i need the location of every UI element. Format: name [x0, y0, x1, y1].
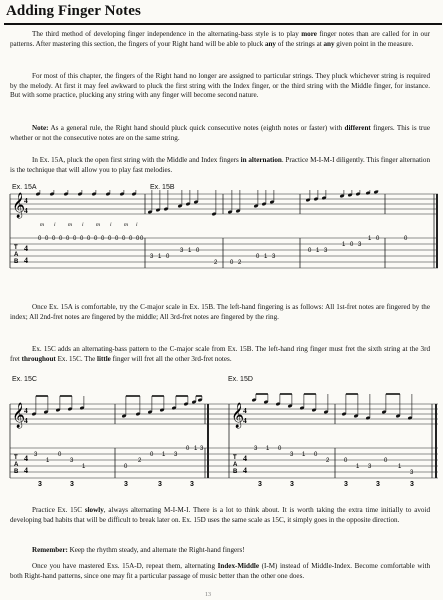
tab-number: 0: [350, 242, 354, 248]
tab-number: 0: [150, 452, 154, 458]
tab-number: 0: [278, 446, 282, 452]
bass-tab-number: 3: [376, 481, 380, 488]
tab-number: 3: [150, 254, 154, 260]
text-run: Practice Ex. 15C: [32, 506, 85, 514]
text-run-bold: little: [97, 354, 111, 363]
music-system-15c-15d: [0, 390, 443, 508]
tab-letter: B: [14, 469, 19, 475]
tab-number: 1: [264, 254, 268, 260]
tab-number: 3: [200, 446, 204, 452]
tab-number: 1: [368, 236, 372, 242]
finger-mark: i: [136, 222, 138, 228]
tab-letter: A: [14, 252, 19, 258]
time-signature-top: 4: [24, 196, 28, 205]
tab-number: 3: [290, 452, 294, 458]
paragraph-mastered: [10, 562, 430, 581]
paragraph-practice: [10, 506, 430, 525]
tab-number: 0: [52, 236, 56, 242]
finger-mark: m: [96, 222, 100, 228]
text-run: As a general rule, the Right hand should pluck quick consecutive notes (eighth notes or faster) with: [48, 124, 345, 132]
tab-number: 1: [302, 452, 306, 458]
tab-letter: T: [14, 455, 18, 461]
bass-tab-number: 3: [290, 481, 294, 488]
staff-lines: [10, 194, 438, 214]
barlines: [10, 194, 437, 268]
text-run: In Ex. 15A, pluck the open first string with the Middle and Index fingers: [32, 156, 241, 164]
time-signature-top: 4: [243, 406, 247, 415]
barlines: [10, 404, 436, 478]
paragraph-right-hand: For most of this chapter, the fingers of the Right hand no longer are assigned to particular strings. They pluck whichever string is required by the melody. At first it may feel awkward to pluck the first string with the Index finger, or the third string with the Middle finger, for instance. But with some practice, plucking any string with any finger will become second nature.: [10, 72, 430, 100]
tab-number: 0: [115, 236, 119, 242]
tab-number: 1: [158, 254, 162, 260]
text-run-bold: Index-Middle: [217, 562, 260, 570]
example-label-15a: Ex. 15A: [12, 184, 37, 191]
tab-number: 1: [188, 248, 192, 254]
tab-time-top: 4: [24, 244, 28, 253]
tab-number: 0: [108, 236, 112, 242]
page-title: Adding Finger Notes: [6, 3, 141, 19]
tab-letter: B: [233, 469, 238, 475]
treble-clef-icon: 𝄞: [12, 403, 26, 428]
example-label-15b: Ex. 15B: [150, 184, 175, 191]
time-signature-bottom: 4: [24, 206, 28, 215]
tab-number: 0: [140, 236, 144, 242]
text-run-bold: Remember:: [32, 546, 68, 554]
tab-number: 0: [186, 446, 190, 452]
tab-lines: [10, 238, 438, 268]
text-run-bold: in alternation: [240, 156, 282, 164]
bass-tab-number: 3: [158, 481, 162, 488]
bass-tab-number: 3: [38, 481, 42, 488]
tab-number: 3: [410, 470, 414, 476]
tab-number: 0: [58, 452, 62, 458]
tab-number: 3: [180, 248, 184, 254]
tab-number: 0: [308, 248, 312, 254]
tab-number: 0: [45, 236, 49, 242]
tab-number: 3: [254, 446, 258, 452]
bass-tab-number: 3: [190, 481, 194, 488]
tab-number: 0: [124, 464, 128, 470]
notes-15a: [36, 190, 137, 196]
tab-number: 1: [162, 452, 166, 458]
bass-numbers-15d: [258, 481, 414, 488]
paragraph-remember: [10, 546, 430, 556]
tab-letter: A: [14, 462, 19, 468]
tab-number: 2: [138, 458, 142, 464]
tab-number: 0: [101, 236, 105, 242]
example-label-15c: Ex. 15C: [12, 376, 37, 383]
fingering-15a: [40, 222, 138, 228]
tab-number: 0: [38, 236, 42, 242]
tab-number: 0: [256, 254, 260, 260]
text-run-bold: throughout: [21, 354, 56, 363]
tab-number: 3: [70, 458, 74, 464]
text-run: Keep the rhythm steady, and alternate the Right-hand fingers!: [67, 546, 245, 554]
time-signature-top: 4: [24, 406, 28, 415]
tab-number: 0: [136, 236, 140, 242]
text-run: finger will fret all the other 3rd-fret notes.: [110, 354, 232, 363]
time-signature-bottom: 4: [243, 416, 247, 425]
tab-number: 1: [356, 464, 360, 470]
tab-numbers-15b: [150, 236, 408, 266]
finger-mark: m: [68, 222, 72, 228]
tab-number: 3: [368, 464, 372, 470]
bass-tab-number: 3: [70, 481, 74, 488]
text-run: fingers. This is true whether or not the consecutive notes are on the same string.: [10, 124, 430, 142]
treble-clef-icon: 𝄞: [231, 403, 245, 428]
paragraph-ex15b: Once Ex. 15A is comfortable, try the C-major scale in Ex. 15B. The left-hand fingering is as follows: All 1st-fret notes are fingered by the index; All 2nd-fret notes are fingered by the middle; All 3rd-fret notes are fingered by the ring.: [10, 303, 430, 321]
tab-time-bottom: 4: [24, 466, 28, 475]
tab-number: 2: [326, 458, 330, 464]
title-rule: [4, 23, 442, 25]
tab-number: 0: [73, 236, 77, 242]
tab-number: 0: [230, 260, 234, 266]
tab-number: 0: [376, 236, 380, 242]
text-run: , always alternating M-I-M-I. There is a lot to think about. It is worth taking the extra time initially to avoid developing bad habits that will be difficult to break later on. Ex. 15D uses the same scale as 15C, it simply goes in the opposite direction.: [10, 506, 430, 524]
page-number: 13: [205, 592, 211, 598]
tab-number: 0: [59, 236, 63, 242]
bass-tab-number: 3: [410, 481, 414, 488]
finger-mark: m: [124, 222, 128, 228]
finger-mark: i: [54, 222, 56, 228]
tab-letter: B: [14, 259, 19, 265]
tab-number: 2: [238, 260, 242, 266]
tab-number: 3: [272, 254, 276, 260]
tab-time-top: 4: [24, 454, 28, 463]
tab-number: 1: [266, 446, 270, 452]
text-run-bold: different: [344, 124, 371, 132]
text-run: Ex. 15C adds an alternating-bass pattern to the C-major scale from Ex. 15B. The left-hand ring finger must fret the sixth string at the 3rd fret: [10, 345, 430, 363]
treble-clef-icon: 𝄞: [12, 193, 26, 218]
finger-mark: i: [110, 222, 112, 228]
tab-number: 0: [94, 236, 98, 242]
tab-number: 0: [66, 236, 70, 242]
text-run: Ex. 15C. The: [55, 354, 98, 363]
bass-tab-number: 3: [344, 481, 348, 488]
text-run: (I-M) instead of Middle-Index. Become comfortable with both Right-hand patterns, since one may fit a particular passage of music better than the other one does.: [10, 562, 430, 580]
bass-tab-number: 3: [124, 481, 128, 488]
tab-number: 3: [324, 248, 328, 254]
tab-number: 1: [194, 446, 198, 452]
tab-time-top: 4: [243, 454, 247, 463]
finger-mark: m: [40, 222, 44, 228]
text-run-bold: any: [264, 39, 276, 48]
paragraph-note: [10, 124, 430, 143]
text-run: Once you have mastered Exs. 15A-D, repeat them, alternating: [32, 562, 218, 570]
tab-numbers-15c: [34, 446, 204, 470]
tab-number: 0: [344, 458, 348, 464]
finger-mark: i: [82, 222, 84, 228]
tab-number: 3: [358, 242, 362, 248]
tab-letter: T: [14, 245, 18, 251]
text-run: finger notes than are called for in our patterns. After mastering this section, the fingers of your Right hand will be able to pluck: [10, 30, 430, 48]
tab-time-bottom: 4: [24, 256, 28, 265]
tab-numbers-15d: [254, 446, 414, 476]
tab-number: 0: [404, 236, 408, 242]
tab-number: 1: [46, 458, 50, 464]
text-run: of the strings at: [275, 39, 324, 48]
tab-number: 0: [196, 248, 200, 254]
tab-time-bottom: 4: [243, 466, 247, 475]
text-run: The third method of developing finger independence in the alternating-bass style is to play: [32, 30, 302, 38]
music-system-15a-15b: [0, 190, 443, 302]
tab-letter: A: [233, 462, 238, 468]
text-run-bold: any: [323, 39, 335, 48]
text-run-bold: more: [301, 30, 317, 38]
notes-15d: [252, 394, 413, 420]
notes-15c: [32, 396, 203, 418]
tab-number: 0: [122, 236, 126, 242]
tab-number: 0: [80, 236, 84, 242]
tab-number: 1: [342, 242, 346, 248]
tab-number: 0: [384, 458, 388, 464]
tab-number: 1: [82, 464, 86, 470]
tab-number: 3: [174, 452, 178, 458]
tab-number: 0: [314, 452, 318, 458]
tab-number: 2: [214, 260, 218, 266]
tab-numbers-15a: [38, 236, 144, 242]
text-run-bold: Note:: [32, 124, 49, 132]
example-label-15d: Ex. 15D: [228, 376, 253, 383]
tab-number: 3: [34, 452, 38, 458]
staff-lines: [10, 404, 438, 424]
bass-tab-number: 3: [258, 481, 262, 488]
text-run: given point in the measure.: [334, 39, 414, 48]
tab-lines: [10, 448, 438, 478]
time-signature-bottom: 4: [24, 416, 28, 425]
tab-letter: T: [233, 455, 237, 461]
bass-numbers-15c: [38, 481, 194, 488]
paragraph-intro: [10, 30, 430, 49]
text-run-bold: slowly: [84, 506, 104, 514]
tab-number: 0: [129, 236, 133, 242]
tab-number: 1: [398, 464, 402, 470]
text-run: . Practice M-I-M-I diligently. This finger alternation is the technique that will allow you to play fast melodies.: [10, 156, 430, 174]
tab-clef: [14, 245, 19, 265]
tab-number: 1: [316, 248, 320, 254]
tab-number: 0: [166, 254, 170, 260]
tab-number: 0: [87, 236, 91, 242]
paragraph-ex15a: [10, 156, 430, 175]
paragraph-ex15c: [10, 345, 430, 364]
